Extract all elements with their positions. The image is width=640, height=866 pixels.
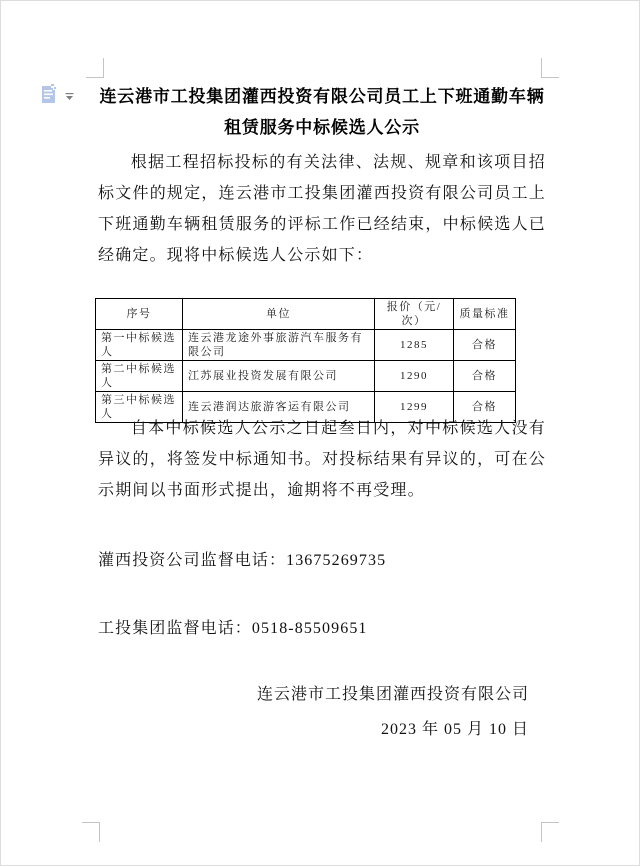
cell-quality: 合格 <box>454 330 516 361</box>
document-selector-widget[interactable] <box>41 83 74 109</box>
page-corner-mark-bottom-right <box>541 822 559 842</box>
cell-rank: 第一中标候选人 <box>96 330 183 361</box>
header-cell-price: 报价（元/次） <box>375 299 454 330</box>
cell-quality: 合格 <box>454 392 516 423</box>
document-icon[interactable] <box>41 83 59 109</box>
signature-block <box>98 677 546 747</box>
cell-price: 1299 <box>375 392 454 423</box>
cell-price: 1285 <box>375 330 454 361</box>
signature-date: 2023 年 05 月 10 日 <box>380 721 529 738</box>
cell-company: 连云港龙途外事旅游汽车服务有限公司 <box>183 330 375 361</box>
cell-rank: 第三中标候选人 <box>96 392 183 423</box>
paragraph-intro: 根据工程招标投标的有关法律、法规、规章和该项目招标文件的规定，连云港市工投集团灌西投资有限公司员工上下班通勤车辆租赁服务的评标工作已经结束，中标候选人已经确定。现将中标候选人公示如下： <box>98 154 546 264</box>
candidates-table-container <box>95 298 516 423</box>
cell-company: 连云港润达旅游客运有限公司 <box>183 392 375 423</box>
cell-company: 江苏展业投资发展有限公司 <box>183 361 375 392</box>
page-title-line-1: 连云港市工投集团灌西投资有限公司员工上下班通勤车辆 <box>99 87 545 106</box>
header-cell-rank: 序号 <box>96 299 183 330</box>
cell-quality: 合格 <box>454 361 516 392</box>
page-title <box>98 81 546 143</box>
header-cell-quality: 质量标准 <box>454 299 516 330</box>
supervision-phone-guanxi: 灌西投资公司监督电话：13675269735 <box>98 552 387 569</box>
candidates-table <box>95 298 516 423</box>
page-corner-mark-bottom-left <box>82 822 100 842</box>
cell-price: 1290 <box>375 361 454 392</box>
supervision-phone-group: 工投集团监督电话：0518-85509651 <box>98 620 368 637</box>
page-title-line-2: 租赁服务中标候选人公示 <box>224 118 420 137</box>
chevron-down-icon[interactable] <box>65 88 74 106</box>
signature-company: 连云港市工投集团灌西投资有限公司 <box>256 686 529 703</box>
cell-rank: 第二中标候选人 <box>96 361 183 392</box>
page-corner-mark-top-left <box>86 58 104 78</box>
table-header-row <box>96 299 516 330</box>
header-cell-company: 单位 <box>183 299 375 330</box>
paragraph-objection: 自本中标候选人公示之日起叁日内，对中标候选人没有异议的，将签发中标通知书。对投标结果有异议的，可在公示期间以书面形式提出，逾期将不再受理。 <box>98 420 546 499</box>
page-corner-mark-top-right <box>541 58 559 78</box>
table-row <box>96 361 516 392</box>
table-row <box>96 330 516 361</box>
